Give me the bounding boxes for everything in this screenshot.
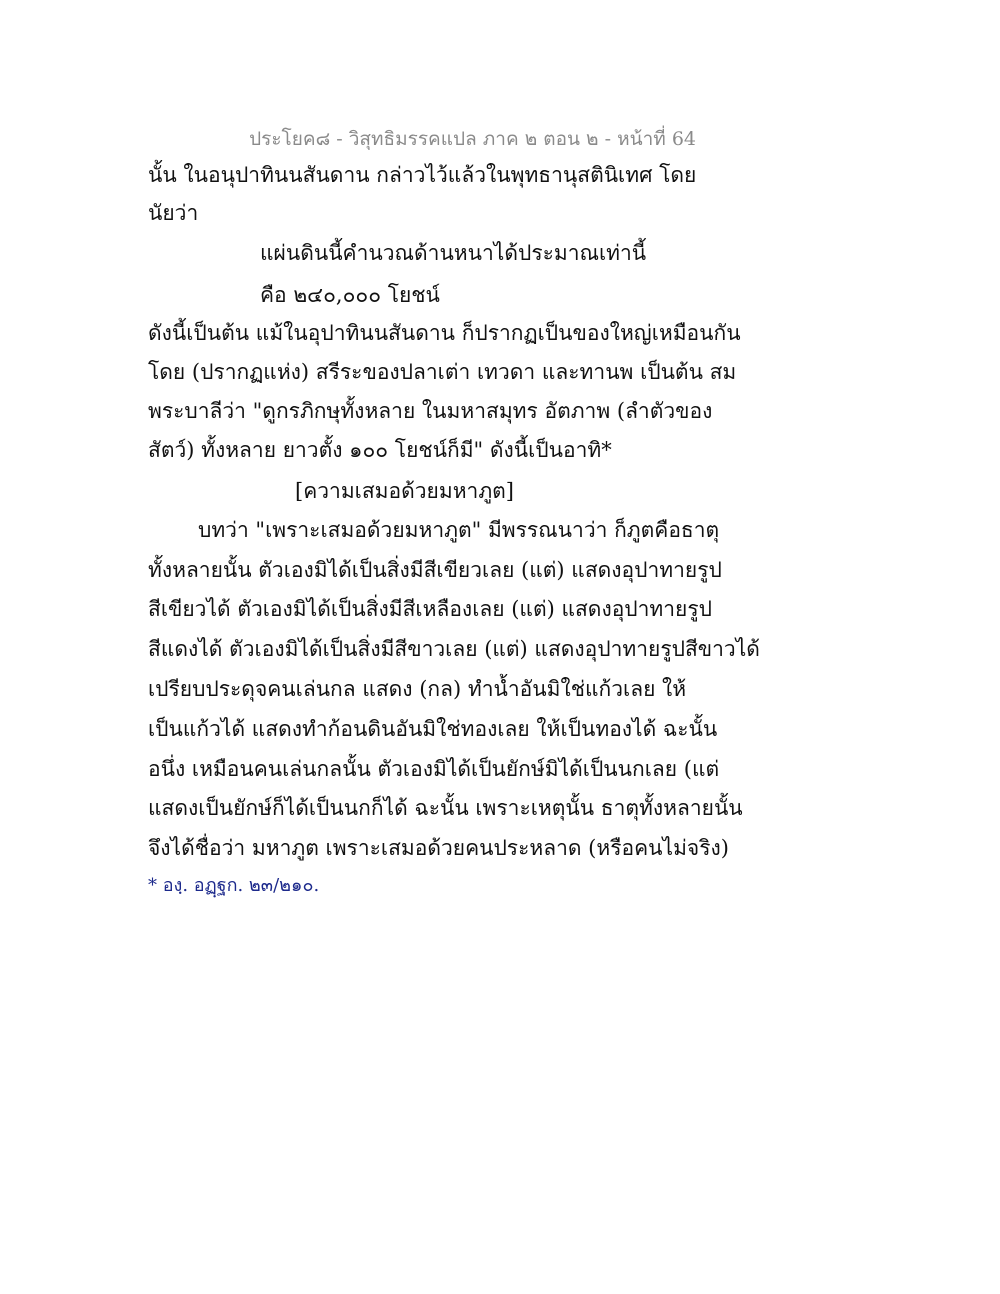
body-line: สัตว์) ทั้งหลาย ยาวตั้ง ๑๐๐ โยชน์ก็มี" ดังนี้เป็นอาทิ*	[148, 438, 612, 462]
body-line: เปรียบประดุจคนเล่นกล แสดง (กล) ทำน้ำอันมิใช่แก้วเลย ให้	[148, 677, 687, 701]
body-line: โดย (ปรากฏแห่ง) สรีระของปลาเต่า เทวดา และทานพ เป็นต้น สม	[148, 360, 737, 384]
body-line: สีแดงได้ ตัวเองมิได้เป็นสิ่งมีสีขาวเลย (แต่) แสดงอุปาทายรูปสีขาวได้	[148, 637, 760, 661]
body-line: นั้น ในอนุปาทินนสันดาน กล่าวไว้แล้วในพุทธานุสตินิเทศ โดย	[148, 163, 697, 187]
body-line: จึงได้ชื่อว่า มหาภูต เพราะเสมอด้วยคนประหลาด (หรือคนไม่จริง)	[148, 836, 729, 860]
section-heading: [ความเสมอด้วยมหาภูต]	[295, 479, 515, 503]
page-header: ประโยค๘ - วิสุทธิมรรคแปล ภาค ๒ ตอน ๒ - หน้าที่ 64	[249, 128, 696, 150]
body-line: เป็นแก้วได้ แสดงทำก้อนดินอันมิใช่ทองเลย ให้เป็นทองได้ ฉะนั้น	[148, 717, 718, 741]
quote-line: คือ ๒๔๐,๐๐๐ โยชน์	[260, 283, 440, 307]
paragraph-first-line: บทว่า "เพราะเสมอด้วยมหาภูต" มีพรรณนาว่า ก็ภูตคือธาตุ	[198, 518, 720, 542]
footnote: * องฺ. อฏฺฐก. ๒๓/๒๑๐.	[148, 875, 320, 896]
body-line: อนึ่ง เหมือนคนเล่นกลนั้น ตัวเองมิได้เป็นยักษ์มิได้เป็นนกเลย (แต่	[148, 757, 720, 781]
body-line: นัยว่า	[148, 201, 199, 225]
body-line: สีเขียวได้ ตัวเองมิได้เป็นสิ่งมีสีเหลืองเลย (แต่) แสดงอุปาทายรูป	[148, 597, 712, 621]
body-line: พระบาลีว่า "ดูกรภิกษุทั้งหลาย ในมหาสมุทร อัตภาพ (ลำตัวของ	[148, 399, 713, 423]
body-line: ทั้งหลายนั้น ตัวเองมิได้เป็นสิ่งมีสีเขียวเลย (แต่) แสดงอุปาทายรูป	[148, 558, 722, 582]
body-line: แสดงเป็นยักษ์ก็ได้เป็นนกก็ได้ ฉะนั้น เพราะเหตุนั้น ธาตุทั้งหลายนั้น	[148, 796, 743, 820]
body-line: ดังนี้เป็นต้น แม้ในอุปาทินนสันดาน ก็ปรากฏเป็นของใหญ่เหมือนกัน	[148, 321, 741, 345]
quote-line: แผ่นดินนี้คำนวณด้านหนาได้ประมาณเท่านี้	[260, 241, 647, 265]
